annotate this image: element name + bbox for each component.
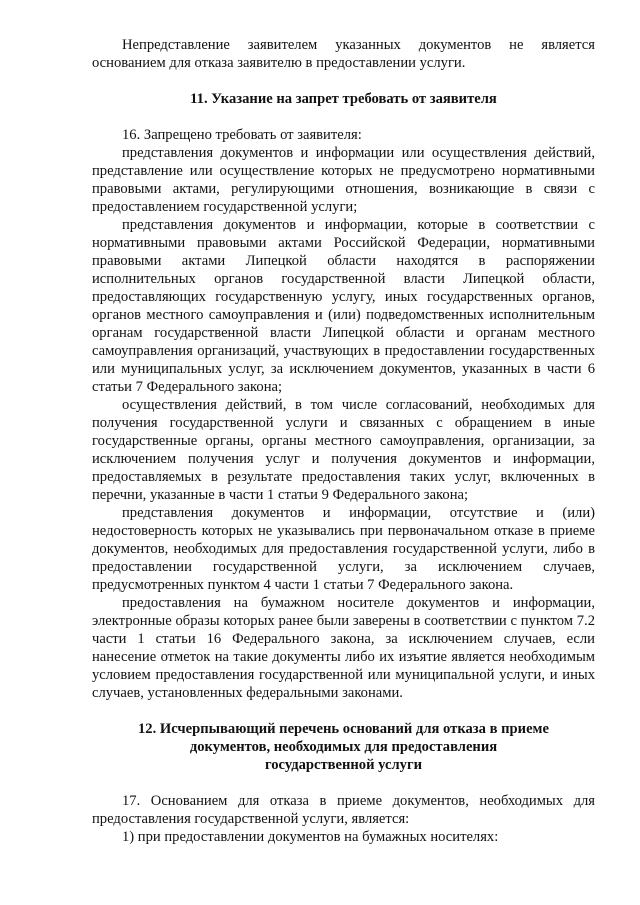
paragraph-17-item-1: 1) при предоставлении документов на бумажных носителях:: [122, 829, 499, 845]
section-12-heading-line-1: 12. Исчерпывающий перечень оснований для отказа в приеме: [138, 721, 549, 737]
paragraph-16-item-5: предоставления на бумажном носителе документов и информации, электронные образы которых ранее были заверены в соответствии с пунктом 7.2 части 1 статьи 16 Федерального закона, за исключением случаев, если нанесение отметок на такие документы либо их изъятие является необходимым условием предоставления государственной или муниципальной услуги, и иных случаев, установленных федеральными законами.: [92, 595, 595, 701]
paragraph-16-item-2: представления документов и информации, которые в соответствии с нормативными правовыми актами Российской Федерации, нормативными правовыми актами Липецкой области находятся в распоряжении исполнительных органов государственной власти Липецкой области, предоставляющих государственную услугу, иных государственных органов, органов местного самоуправления и (или) подведомственных исполнительным органам государственной власти Липецкой области и органам местного самоуправления организаций, участвующих в предоставлении государственных или муниципальных услуг, за исключением документов, указанных в части 6 статьи 7 Федерального закона;: [92, 217, 595, 395]
spacer: [92, 774, 595, 792]
spacer: [92, 702, 595, 720]
section-12-heading-line-3: государственной услуги: [264, 757, 423, 773]
document-page: [92, 36, 595, 846]
paragraph-16-item-3: осуществления действий, в том числе согласований, необходимых для получения государственной услуги и связанных с обращением в иные государственные органы, органы местного самоуправления, организации, за исключением получения услуг и получения документов и информации, предоставляемых в результате предоставления таких услуг, включенных в перечни, указанные в части 1 статьи 9 Федерального закона;: [92, 397, 595, 503]
paragraph-17: 17. Основанием для отказа в приеме документов, необходимых для предоставления государственной услуги, является:: [92, 793, 595, 827]
paragraph-16-item-1: представления документов и информации или осуществления действий, представление или осуществление которых не предусмотрено нормативными правовыми актами, регулирующими отношения, возникающие в связи с предоставлением государственной услуги;: [92, 145, 595, 215]
spacer: [92, 108, 595, 126]
paragraph-16-item-4: представления документов и информации, отсутствие и (или) недостоверность которых не указывались при первоначальном отказе в приеме документов, необходимых для предоставления государственной услуги, либо в предоставлении государственной услуги, за исключением случаев, предусмотренных пунктом 4 части 1 статьи 7 Федерального закона.: [92, 505, 595, 593]
section-12-heading-line-2: документов, необходимых для предоставления: [189, 739, 498, 755]
paragraph-intro: Непредставление заявителем указанных документов не является основанием для отказа заявителю в предоставлении услуги.: [92, 37, 595, 71]
paragraph-16: 16. Запрещено требовать от заявителя:: [122, 127, 362, 143]
spacer: [92, 72, 595, 90]
section-11-heading: 11. Указание на запрет требовать от заявителя: [190, 91, 497, 107]
